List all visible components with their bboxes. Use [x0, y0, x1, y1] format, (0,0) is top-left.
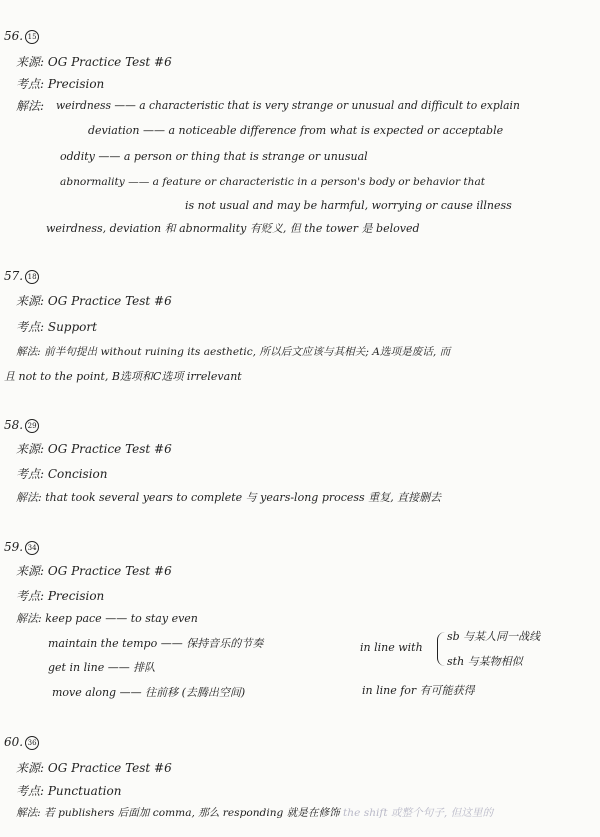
- q59-in-line-with-sth: sth 与某物相似: [447, 655, 523, 668]
- circled-number: 29: [25, 419, 39, 433]
- question-57-number: 57. 18: [4, 269, 39, 284]
- q56-summary: weirdness, deviation 和 abnormality 有贬义, 但 the tower 是 beloved: [46, 222, 420, 235]
- q59-method: 解法: keep pace —— to stay even: [16, 612, 198, 625]
- q60-faded-text: the shift: [343, 807, 388, 819]
- q56-definition-abnormality-cont: is not usual and may be harmful, worrying or cause illness: [185, 199, 512, 212]
- question-56-number: 56. 15: [4, 29, 39, 44]
- question-59-number: 59. 34: [4, 540, 39, 555]
- curly-brace: [437, 632, 446, 666]
- q57-method: 解法: 前半句提出 without ruining its aesthetic, 所以后文应该与其相关; A选项是废话, 而: [16, 346, 451, 358]
- question-58-number: 58. 29: [4, 418, 39, 433]
- q59-maintain-the-tempo: maintain the tempo —— 保持音乐的节奏: [48, 637, 264, 650]
- q56-definition-deviation: deviation —— a noticeable difference from what is expected or acceptable: [88, 124, 504, 137]
- q57-method-cont: 且 not to the point, B选项和C选项 irrelevant: [4, 370, 242, 383]
- q58-source: 来源: OG Practice Test #6: [16, 442, 172, 456]
- circled-number: 15: [25, 30, 39, 44]
- q59-in-line-with: in line with: [360, 641, 423, 654]
- circled-number: 36: [25, 736, 39, 750]
- q59-in-line-for: in line for 有可能获得: [362, 684, 475, 697]
- q59-point: 考点: Precision: [16, 589, 105, 603]
- q56-point: 考点: Precision: [16, 77, 105, 91]
- question-60-number: 60. 36: [4, 735, 39, 750]
- q56-definition-abnormality: abnormality —— a feature or characteristic in a person's body or behavior that: [60, 176, 486, 188]
- q58-method: 解法: that took several years to complete 与 years-long process 重复, 直接删去: [16, 491, 442, 504]
- circled-number: 18: [25, 270, 39, 284]
- q57-point: 考点: Support: [16, 320, 97, 334]
- circled-number: 34: [25, 541, 39, 555]
- q56-definition-weirdness: weirdness —— a characteristic that is very strange or unusual and difficult to explain: [56, 99, 520, 112]
- q58-point: 考点: Concision: [16, 467, 108, 481]
- q56-definition-oddity: oddity —— a person or thing that is strange or unusual: [60, 150, 368, 163]
- q56-source: 来源: OG Practice Test #6: [16, 55, 172, 69]
- q60-point: 考点: Punctuation: [16, 784, 122, 798]
- q59-move-along: move along —— 往前移 (去腾出空间): [52, 686, 246, 699]
- q56-method-label: 解法:: [16, 99, 45, 113]
- q60-source: 来源: OG Practice Test #6: [16, 761, 172, 775]
- q59-source: 来源: OG Practice Test #6: [16, 564, 172, 578]
- q60-faded-text-2: 或整个句子, 但这里的: [390, 807, 494, 819]
- q60-method: 解法: 若 publishers 后面加 comma, 那么 responding 就是在修饰 the shift 或整个句子, 但这里的: [16, 807, 494, 819]
- q59-get-in-line: get in line —— 排队: [48, 661, 156, 674]
- q57-source: 来源: OG Practice Test #6: [16, 294, 172, 308]
- q59-in-line-with-sb: sb 与某人同一战线: [447, 630, 541, 643]
